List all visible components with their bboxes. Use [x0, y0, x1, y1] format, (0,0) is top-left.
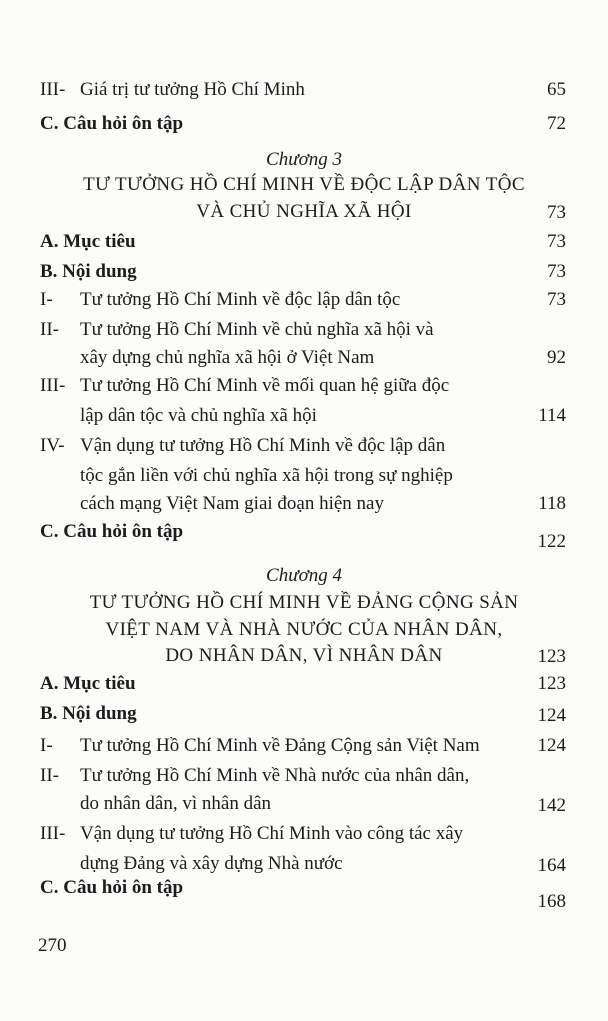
chapter-title-line: VIỆT NAM VÀ NHÀ NƯỚC CỦA NHÂN DÂN, [105, 619, 503, 640]
toc-entry-text: Giá trị tư tưởng Hồ Chí Minh [80, 79, 305, 100]
toc-entry-text: tộc gắn liền với chủ nghĩa xã hội trong sự nghiệp [80, 465, 453, 486]
toc-page-number: 123 [537, 673, 566, 694]
toc-entry-text: do nhân dân, vì nhân dân [80, 793, 272, 814]
toc-roman: II- [40, 765, 59, 786]
toc-page-number: 124 [537, 735, 566, 756]
toc-entry-text: xây dựng chủ nghĩa xã hội ở Việt Nam [80, 347, 375, 368]
toc-entry-text: A. Mục tiêu [40, 673, 136, 694]
toc-page-number: 73 [547, 261, 566, 282]
toc-page-number: 72 [547, 113, 566, 134]
toc-page-number: 118 [538, 493, 566, 514]
toc-page-number: 124 [537, 705, 566, 726]
toc-entry-text: B. Nội dung [40, 261, 137, 282]
chapter-title-line: TƯ TƯỞNG HỒ CHÍ MINH VỀ ĐẢNG CỘNG SẢN [89, 592, 519, 613]
toc-page-number: 92 [547, 347, 566, 368]
toc-page-number: 168 [537, 891, 566, 912]
toc-page-number: 114 [538, 405, 566, 426]
toc-entry-text: cách mạng Việt Nam giai đoạn hiện nay [80, 493, 384, 514]
toc-entry-text: Tư tưởng Hồ Chí Minh về chủ nghĩa xã hội và [80, 319, 434, 340]
toc-page-number: 142 [537, 795, 566, 816]
toc-entry-text: Tư tưởng Hồ Chí Minh về Nhà nước của nhân dân, [80, 765, 470, 786]
toc-entry-text: C. Câu hỏi ôn tập [40, 113, 184, 134]
toc-roman: III- [40, 79, 66, 100]
toc-page-number: 73 [547, 231, 566, 252]
toc-page-number: 73 [547, 289, 566, 310]
chapter-title-line: VÀ CHỦ NGHĨA XÃ HỘI [196, 201, 412, 222]
toc-roman: II- [40, 319, 59, 340]
chapter-label: Chương 4 [266, 565, 342, 586]
toc-roman: IV- [40, 435, 65, 456]
toc-entry-text: Vận dụng tư tưởng Hồ Chí Minh về độc lập dân [80, 435, 446, 456]
toc-roman: III- [40, 375, 66, 396]
chapter-title-line: TƯ TƯỞNG HỒ CHÍ MINH VỀ ĐỘC LẬP DÂN TỘC [83, 174, 525, 195]
toc-entry-text: Tư tưởng Hồ Chí Minh về Đảng Cộng sản Việt Nam [80, 735, 480, 756]
toc-entry-text: C. Câu hỏi ôn tập [40, 877, 184, 898]
toc-roman: III- [40, 823, 66, 844]
toc-page-number: 164 [537, 855, 566, 876]
toc-entry-text: lập dân tộc và chủ nghĩa xã hội [80, 405, 317, 426]
chapter-title-line: DO NHÂN DÂN, VÌ NHÂN DÂN [165, 645, 443, 666]
toc-page-number: 73 [547, 202, 566, 223]
page-number: 270 [38, 935, 67, 956]
toc-page-number: 65 [547, 79, 566, 100]
toc-entry-text: Vận dụng tư tưởng Hồ Chí Minh vào công tác xây [80, 823, 464, 844]
toc-page-number: 122 [537, 531, 566, 552]
toc-entry-text: C. Câu hỏi ôn tập [40, 521, 184, 542]
toc-page-number: 123 [537, 646, 566, 667]
chapter-label: Chương 3 [266, 149, 342, 170]
toc-roman: I- [40, 735, 53, 756]
toc-entry-text: A. Mục tiêu [40, 231, 136, 252]
toc-entry-text: B. Nội dung [40, 703, 137, 724]
toc-roman: I- [40, 289, 53, 310]
toc-entry-text: Tư tưởng Hồ Chí Minh về độc lập dân tộc [80, 289, 401, 310]
toc-entry-text: Tư tưởng Hồ Chí Minh về mối quan hệ giữa độc [80, 375, 450, 396]
toc-entry-text: dựng Đảng và xây dựng Nhà nước [80, 853, 343, 874]
